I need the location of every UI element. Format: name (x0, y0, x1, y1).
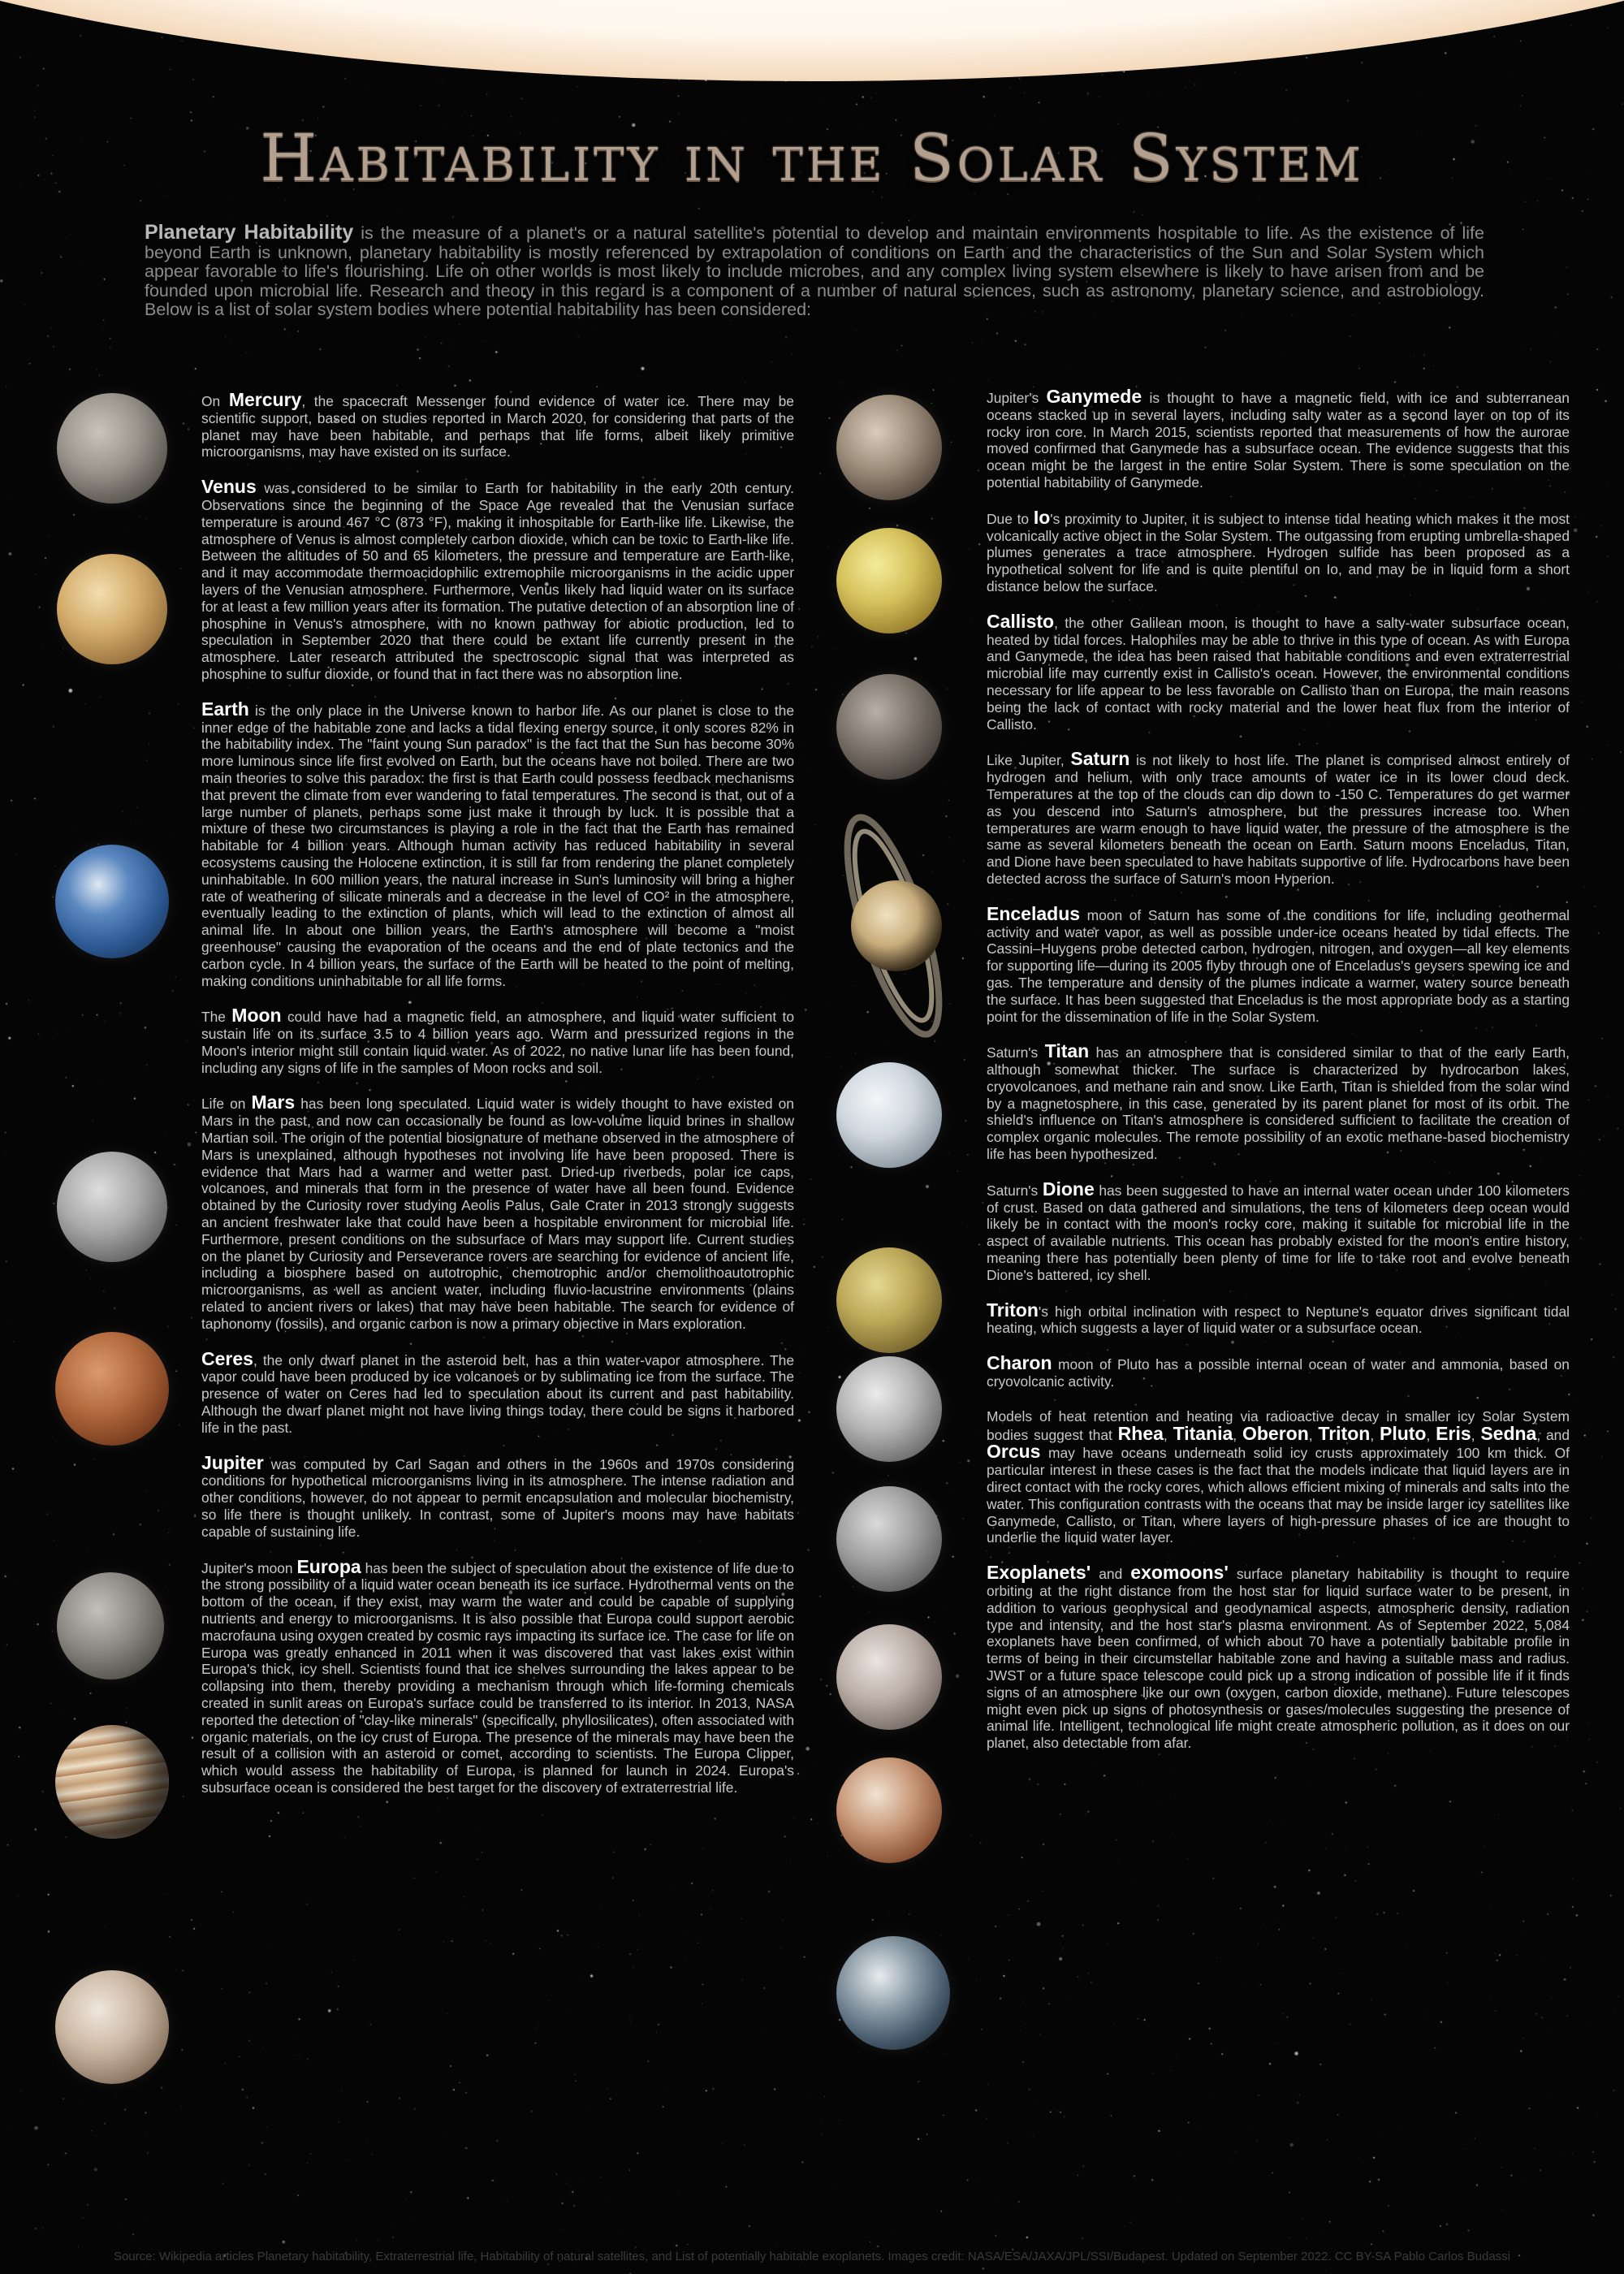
saturn-section: Like Jupiter, Saturn is not likely to host life. The planet is comprised almost entirely of hydrogen and helium, with only trace amounts of water ice in its lower cloud deck. Temperatures at the top of the clouds can dip down to -150 C. Temperatures do get warmer as you descend into Saturn's atmosphere, but the pressures increase too. When temperatures are warm enough to have liquid water, the pressure of the atmosphere is the same as several kilometers beneath the ocean on Earth. Saturn moons Enceladus, Titan, and Dione have been speculated to have habitats supportive of life. Hydrocarbons have been detected across the surface of Saturn's moon Hyperion. (987, 748, 1570, 887)
moon-image (57, 1152, 167, 1262)
dione-image (836, 1356, 942, 1462)
mercury-name: Mercury (228, 389, 302, 410)
ganymede-name: Ganymede (1046, 386, 1142, 407)
ceres-image (57, 1572, 164, 1680)
exoplanets-section: Exoplanets' and exomoons' surface planetary habitability is thought to require orbiting at the right distance from the host star for liquid surface water to be present, in addition to various geophysical and geodynamical aspects, atmospheric density, radiation type and intensity, and the host star's plasma environment. As of September 2022, 5,084 exoplanets have been confirmed, of which about 70 have a potentially habitable profile in terms of being in their circumstellar habitable zone and having a suitable mass and radius. JWST or a future space telescope could pick up a strong indication of possible life if it finds signs of an atmosphere like our own (oxygen, carbon dioxide, methane). Future telescopes might even pick up signs of photosynthesis or gases/molecules suggesting the presence of animal life. Intelligent, technological life might create atmospheric pollution, as it does on our planet, also detectable from afar. (987, 1562, 1570, 1752)
earth-image (55, 845, 169, 958)
io-image (836, 528, 942, 633)
right-column (987, 388, 1570, 1770)
titan-image (836, 1247, 942, 1353)
triton-section: Triton's high orbital inclination with respect to Neptune's equator drives significant tidal heating, which suggests a layer of liquid water or a subsurface ocean. (987, 1299, 1570, 1337)
earth-name: Earth (201, 698, 249, 720)
icy-bodies-section: Models of heat retention and heating via radioactive decay in smaller icy Solar System bodies suggest that Rhea, Titania, Oberon, Triton, Pluto, Eris, Sedna, and Orcus may have oceans underneath solid icy crusts approximately 100 km thick. Of particular interest in these cases is the fact that the models indicate that liquid layers are in direct contact with the rocky cores, which allows efficient mixing of minerals and salts into the water. This configuration contrasts with the oceans that may be inside larger icy satellites like Ganymede, Callisto, or Titan, where layers of high-pressure phases of ice are thought to underlie the liquid water layer. (987, 1407, 1570, 1546)
triton-image (836, 1624, 942, 1730)
venus-image (57, 554, 167, 664)
mars-name: Mars (251, 1092, 296, 1113)
ganymede-image (836, 395, 942, 500)
jupiter-name: Jupiter (201, 1451, 264, 1473)
callisto-section: Callisto, the other Galilean moon, is thought to have a salty-water subsurface ocean, heated by tidal forces. Halophiles may be able to thrive in this type of ocean. As with Europa and Ganymede, the idea has been raised that habitable conditions and even extraterrestrial microbial life may currently exist in Callisto's ocean. However, the environmental conditions necessary for life appear to be less favorable on Callisto than on Europa, the main reasons being the lack of contact with rocky material and the lower heat flux from the interior of Callisto. (987, 610, 1570, 733)
europa-image (55, 1970, 169, 2084)
enceladus-image (836, 1062, 942, 1168)
ganymede-section: Jupiter's Ganymede is thought to have a magnetic field, with ice and subterranean oceans stacked up in several layers, including salty water as a second layer on top of its rocky iron core. In March 2015, scientists reported that measurements of how the aurorae moved confirmed that Ganymede has a subsurface ocean. The evidence suggests that this ocean might be the largest in the entire Solar System. There is some speculation on the potential habitability of Ganymede. (987, 386, 1570, 491)
source-credits: Source: Wikipedia articles Planetary habitability, Extraterrestrial life, Habitability of natural satellites, and List of potentially habitable exoplanets. Images credit: NASA/ESA/JAXA/JPL/SSI/Budapest. Updated on September 2022. CC BY-SA Pablo Carlos Budassi (113, 2250, 1511, 2263)
charon-name: Charon (987, 1352, 1052, 1374)
exoplanet-image (836, 1936, 950, 2050)
io-section: Due to Io's proximity to Jupiter, it is subject to intense tidal heating which makes it the most volcanically active object in the Solar System. The outgassing from erupting umbrella-shaped plumes generates a trace atmosphere. Hydrogen sulfide has been proposed as a hypothetical solvent for life and is quite plentiful on Io, and may be in liquid form a short distance below the surface. (987, 506, 1570, 594)
europa-name: Europa (296, 1555, 361, 1577)
mercury-image (57, 393, 167, 504)
earth-section: Earth is the only place in the Universe known to harbor life. As our planet is close to the inner edge of the habitable zone and lacks a tidal flexing energy source, it only scores 82% in the habitability index. The "faint young Sun paradox" is the fact that the Sun has become 30% more luminous since life first evolved on Earth, but the oceans have not boiled. There are two main theories to solve this paradox: the first is that Earth could possess feedback mechanisms that prevent the climate from ever wandering to fatal temperatures. The second is that, out of a large number of planets, perhaps some just make it through by luck. It is possible that a mixture of these two circumstances is playing a role in the fact that the Earth has remained habitable for 4 billion years. Although human activity has reduced habitability in several ecosystems causing the Holocene extinction, it is still far from rendering the planet completely uninhabitable. In 600 million years, the natural increase in Sun's luminosity will bring a higher rate of weathering of silicate minerals and a decrease in the level of CO² in the atmosphere, eventually leading to the extinction of plants, which will lead to the extinction of almost all animal life. In about one billion years, the Earth's atmosphere will become a "moist greenhouse" causing the evaporation of the oceans and the end of plate tectonics and the carbon cycle. In 4 billion years, the surface of the Earth will be heated to the point of melting, making conditions uninhabitable for all life forms. (201, 698, 794, 989)
ceres-section: Ceres, the only dwarf planet in the asteroid belt, has a thin water-vapor atmosphere. The vapor could have been produced by ice volcanoes or by sublimating ice from the surface. The presence of water on Ceres had led to speculation about its current and past habitability. Although the dwarf planet might not have living things today, there could be signs it harbored life in the past. (201, 1347, 794, 1436)
mars-image (55, 1332, 169, 1446)
page-title: Habitability in the Solar System (260, 120, 1364, 196)
moon-name: Moon (231, 1005, 282, 1027)
titan-name: Titan (1044, 1040, 1090, 1062)
io-name: Io (1033, 506, 1051, 528)
callisto-image (836, 674, 942, 780)
intro-term: Planetary Habitability (145, 221, 354, 244)
intro-paragraph (145, 223, 1484, 320)
enceladus-name: Enceladus (987, 902, 1081, 924)
dione-name: Dione (1042, 1178, 1095, 1200)
pluto-image (836, 1757, 942, 1863)
titan-section: Saturn's Titan has an atmosphere that is considered similar to that of the early Earth, although somewhat thicker. The surface is characterized by hydrocarbon lakes, cryovolcanoes, and methane rain and snow. Like Earth, Titan is shielded from the solar wind by a magnetosphere, in this case, generated by its parent planet for most of its orbit. The shield's influence on Titan's atmosphere is considered sufficient to facilitate the creation of complex organic molecules. The remote possibility of an exotic methane-based biochemistry life has been hypothesized. (987, 1040, 1570, 1163)
moon-section: The Moon could have had a magnetic field, an atmosphere, and liquid water sufficient to sustain life on its surface 3.5 to 4 billion years ago. Warm and pressurized regions in the Moon's interior might still contain liquid water. As of 2022, no native lunar life has been found, including any signs of life in the samples of Moon rocks and soil. (201, 1005, 794, 1076)
europa-section: Jupiter's moon Europa has been the subject of speculation about the existence of life due to the strong possibility of a liquid water ocean beneath its ice surface. Hydrothermal vents on the bottom of the ocean, if they exist, may warm the water and could be capable of supplying nutrients and energy to microorganisms. It is also possible that Europa could support aerobic macrofauna using oxygen created by cosmic rays impacting its surface ice. The case for life on Europa was greatly enhanced in 2011 when it was discovered that vast lakes exist within Europa's thick, icy shell. Scientists found that ice shelves surrounding the lakes appear to be collapsing into them, thereby providing a mechanism through which life-forming chemicals created in sunlit areas on Europa's surface could be transferred to its interior. In 2013, NASA reported the detection of "clay-like minerals" (specifically, phyllosilicates), often associated with organic materials, on the icy crust of Europa. The presence of the minerals may have been the result of a collision with an asteroid or comet, according to scientists. The Europa Clipper, which would assess the habitability of Europa, is planned for launch in 2024. Europa's subsurface ocean is considered the best target for the discovery of extraterrestrial life. (201, 1555, 794, 1796)
intro-text: is the measure of a planet's or a natural satellite's potential to develop and maintain environments hospitable to life. As the existence of life beyond Earth is unknown, planetary habitability is mostly referenced by extrapolation of conditions on Earth and the characteristics of the Sun and Solar System which appear favorable to life's flourishing. Life on other worlds is most likely to include microbes, and any complex living system elsewhere is likely to have arisen from and be founded upon microbial life. Research and theory in this regard is a component of a number of natural sciences, such as astronomy, planetary science, and astrobiology. Below is a list of solar system bodies where potential habitability has been considered: (145, 223, 1484, 319)
dione-section: Saturn's Dione has been suggested to have an internal water ocean under 100 kilometers of crust. Based on data gathered and simulations, the tens of kilometers deep ocean would likely be in contact with the moon's rocky core, making it suitable for microbial life in the aspect of available nutrients. This ocean has probably existed for the moon's entire history, meaning there has potentially been plenty of time for life to take root and evolve beneath Dione's battered, icy shell. (987, 1178, 1570, 1283)
triton-name: Triton (987, 1299, 1039, 1321)
saturn-image (812, 804, 974, 1048)
ceres-name: Ceres (201, 1347, 253, 1369)
jupiter-image (55, 1725, 169, 1839)
venus-section: Venus was considered to be similar to Earth for habitability in the early 20th century. Observations since the beginning of the Space Age revealed that the Venusian surface temperature is around 467 °C (873 °F), making it inhospitable for Earth-like life. Likewise, the atmosphere of Venus is almost completely carbon dioxide, which can be toxic to Earth-like life. Between the altitudes of 50 and 65 kilometers, the pressure and temperature are Earth-like, and it may accommodate thermoacidophilic extremophile microorganisms in the acidic upper layers of the Venusian atmosphere. Furthermore, Venus likely had liquid water on its surface for at least a few million years after its formation. The putative detection of an absorption line of phosphine in Venus's atmosphere, with no known pathway for abiotic production, led to speculation in September 2020 that there could be extant life currently present in the atmosphere. Later research attributed the spectroscopic signal that was interpreted as phosphine to sulfur dioxide, or found that in fact there was no absorption line. (201, 476, 794, 682)
charon-section: Charon moon of Pluto has a possible internal ocean of water and ammonia, based on cryovolcanic activity. (987, 1352, 1570, 1390)
rhea-image (836, 1486, 942, 1592)
enceladus-section: Enceladus moon of Saturn has some of the conditions for life, including geothermal activity and water vapor, as well as possible under-ice oceans heated by tidal effects. The Cassini–Huygens probe detected carbon, hydrogen, nitrogen, and oxygen—all key elements for supporting life—during its 2005 flyby through one of Enceladus's geysers spewing ice and gas. The temperature and density of the plumes indicate a warmer, watery source beneath the surface. It has been suggested that Enceladus is the most appropriate body as a starting point for the dissemination of life in the Solar System. (987, 902, 1570, 1025)
mars-section: Life on Mars has been long speculated. Liquid water is widely thought to have existed on Mars in the past, and now can occasionally be found as low-volume liquid brines in shallow Martian soil. The origin of the potential biosignature of methane observed in the atmosphere of Mars is unexplained, although hypotheses not involving life have been proposed. There is evidence that Mars had a warmer and wetter past. Dried-up riverbeds, polar ice caps, volcanoes, and minerals that form in the presence of water have all been found. Evidence obtained by the Curiosity rover studying Aeolis Palus, Gale Crater in 2013 strongly suggests an ancient freshwater lake that could have been a hospitable environment for microbial life. Furthermore, present conditions on the subsurface of Mars may support life. Current studies on the planet by Curiosity and Perseverance rovers are searching for evidence of ancient life, including a biosphere based on autotrophic, chemotrophic and/or chemolithoautotrophic microorganisms, as well as ancient water, including fluvio-lacustrine environments (plains related to ancient rivers or lakes) that may have been habitable. The search for evidence of taphonomy (fossils), and organic carbon is now a primary objective in Mars exploration. (201, 1092, 794, 1332)
left-column (201, 391, 794, 1814)
callisto-name: Callisto (987, 610, 1055, 632)
jupiter-section: Jupiter was computed by Carl Sagan and others in the 1960s and 1970s considering conditions for hypothetical microorganisms living in its atmosphere. The intense radiation and other conditions, however, do not appear to permit encapsulation and molecular biochemistry, so life there is thought unlikely. In contrast, some of Jupiter's moons may have habitats capable of sustaining life. (201, 1451, 794, 1540)
saturn-name: Saturn (1070, 748, 1130, 770)
mercury-section: On Mercury, the spacecraft Messenger found evidence of water ice. There may be scientific support, based on studies reported in March 2020, for considering that parts of the planet may have been habitable, and perhaps that life forms, albeit likely primitive microorganisms, may have existed on its surface. (201, 389, 794, 460)
venus-name: Venus (201, 476, 257, 498)
